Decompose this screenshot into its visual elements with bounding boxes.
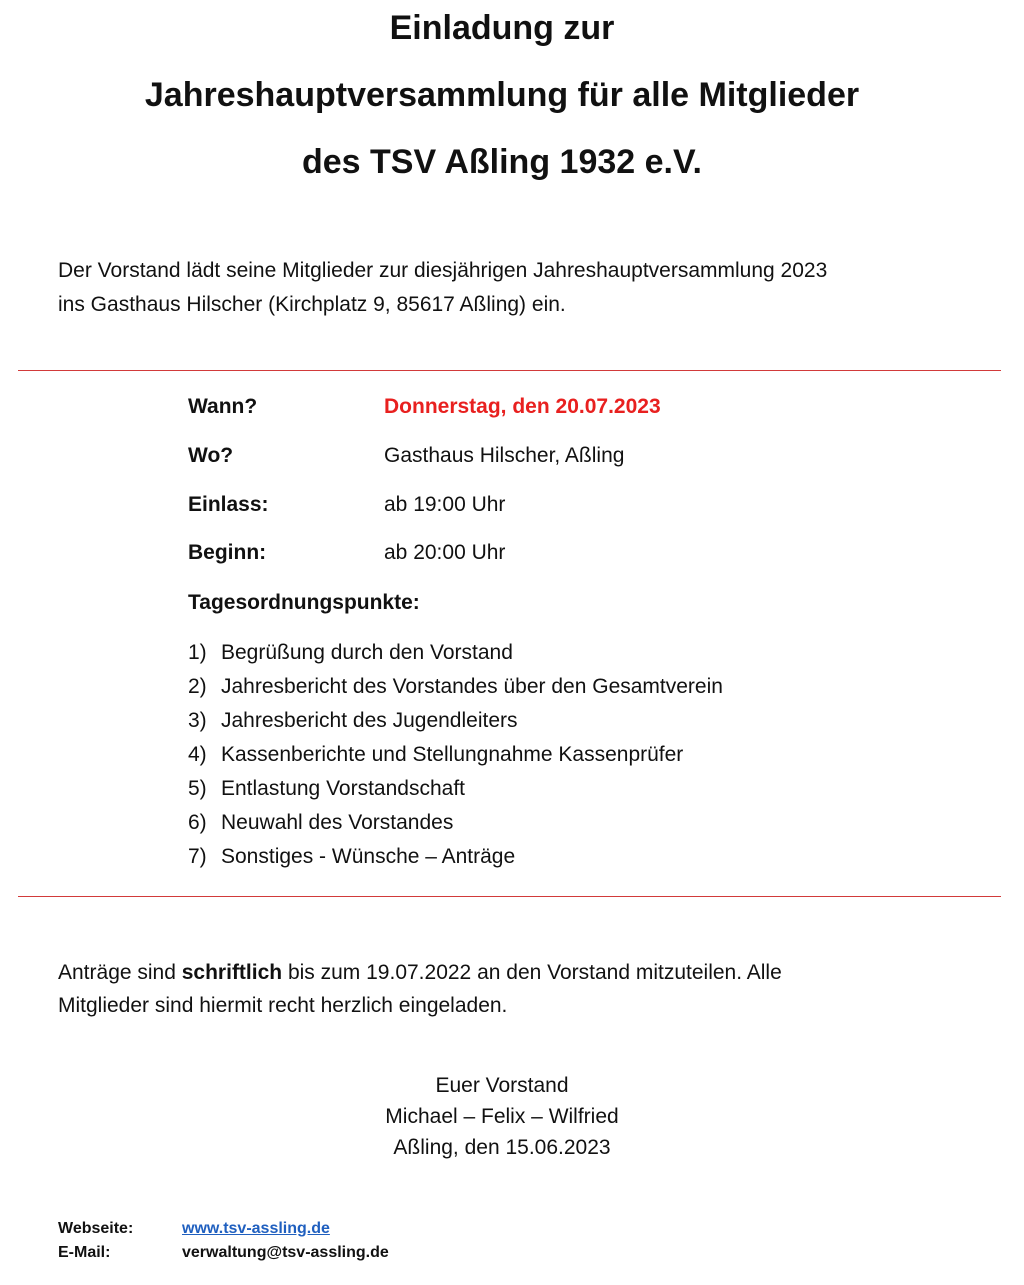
signature-line-2: Michael – Felix – Wilfried: [385, 1105, 619, 1128]
agenda-item: [188, 670, 723, 704]
agenda-heading: Tagesordnungspunkte:: [188, 591, 420, 614]
agenda-item-text: Jahresbericht des Vorstandes über den Gesamtverein: [221, 675, 723, 698]
agenda-item-number: 6): [188, 811, 207, 834]
entry-label: Einlass:: [188, 493, 269, 516]
email-label: E-Mail:: [58, 1244, 111, 1261]
closing-line-2: Mitglieder sind hiermit recht herzlich eingeladen.: [58, 994, 508, 1017]
start-label: Beginn:: [188, 541, 267, 564]
title-line-3: des TSV Aßling 1932 e.V.: [302, 143, 702, 181]
agenda-item-number: 1): [188, 641, 207, 664]
top-divider: [18, 370, 1001, 371]
agenda-item-text: Begrüßung durch den Vorstand: [221, 641, 513, 664]
bottom-divider: [18, 896, 1001, 897]
email-value: verwaltung@tsv-assling.de: [182, 1244, 389, 1261]
intro-line-2: ins Gasthaus Hilscher (Kirchplatz 9, 85617 Aßling) ein.: [58, 293, 566, 316]
agenda-item-text: Neuwahl des Vorstandes: [221, 811, 454, 834]
agenda-item: [188, 704, 723, 738]
signature-line-3: Aßling, den 15.06.2023: [393, 1136, 611, 1159]
closing-text-start: Anträge sind: [58, 961, 182, 984]
title-line-2: Jahreshauptversammlung für alle Mitglieder: [144, 76, 860, 114]
when-label: Wann?: [188, 395, 258, 418]
agenda-item-text: Kassenberichte und Stellungnahme Kassenprüfer: [221, 743, 684, 766]
website-link[interactable]: www.tsv-assling.de: [182, 1220, 330, 1237]
agenda-item: [188, 636, 723, 670]
entry-value: ab 19:00 Uhr: [384, 493, 506, 516]
where-value: Gasthaus Hilscher, Aßling: [384, 444, 625, 467]
when-value: Donnerstag, den 20.07.2023: [384, 395, 661, 418]
title-line-1: Einladung zur: [389, 9, 615, 47]
closing-text-end: bis zum 19.07.2022 an den Vorstand mitzuteilen. Alle: [282, 961, 782, 984]
start-value: ab 20:00 Uhr: [384, 541, 506, 564]
website-label: Webseite:: [58, 1220, 134, 1237]
agenda-item: [188, 806, 723, 840]
closing-paragraph: [58, 956, 958, 1022]
signature-block: [0, 1070, 1004, 1163]
agenda-item: [188, 840, 723, 874]
intro-paragraph: [58, 254, 958, 322]
signature-line-1: Euer Vorstand: [435, 1074, 569, 1097]
agenda-item-number: 2): [188, 675, 207, 698]
intro-line-1: Der Vorstand lädt seine Mitglieder zur diesjährigen Jahreshauptversammlung 2023: [58, 259, 828, 282]
where-label: Wo?: [188, 444, 234, 467]
closing-line-1: [58, 956, 958, 989]
agenda-list: [188, 636, 723, 874]
agenda-item: [188, 772, 723, 806]
agenda-item-text: Sonstiges - Wünsche – Anträge: [221, 845, 516, 868]
agenda-item-text: Jahresbericht des Jugendleiters: [221, 709, 518, 732]
agenda-item-text: Entlastung Vorstandschaft: [221, 777, 465, 800]
closing-emphasis: schriftlich: [181, 961, 283, 984]
agenda-item-number: 4): [188, 743, 207, 766]
agenda-item: [188, 738, 723, 772]
agenda-item-number: 5): [188, 777, 207, 800]
agenda-item-number: 7): [188, 845, 207, 868]
agenda-item-number: 3): [188, 709, 207, 732]
